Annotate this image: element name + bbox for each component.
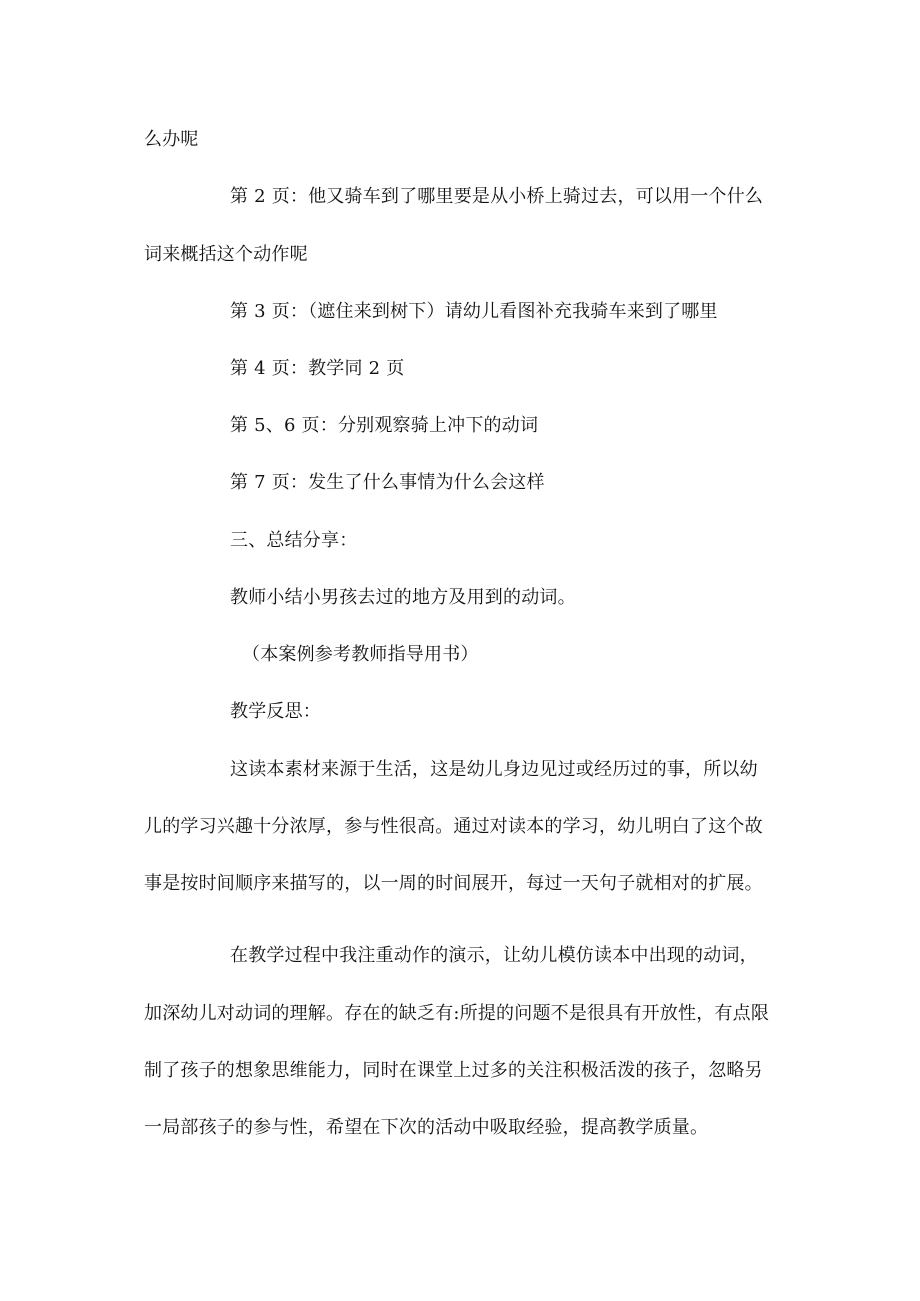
- section-heading: 三、总结分享：: [230, 530, 358, 551]
- text-line-1: 么办呢: [144, 129, 199, 150]
- text-line-17: 制了孩子的想象思维能力，同时在课堂上过多的关注积极活泼的孩子，忽略另: [144, 1060, 763, 1081]
- text-line-2: 第 2 页：他又骑车到了哪里要是从小桥上骑过去，可以用一个什么: [230, 186, 764, 207]
- text-line-9: 教师小结小男孩去过的地方及用到的动词。: [230, 587, 576, 608]
- text-line-14: 事是按时间顺序来描写的，以一周的时间展开，每过一天句子就相对的扩展。: [144, 873, 763, 894]
- text-line-3: 词来概括这个动作呢: [144, 244, 308, 265]
- text-line-12: 这读本素材来源于生活，这是幼儿身边见过或经历过的事，所以幼: [230, 759, 758, 780]
- text-line-13: 儿的学习兴趣十分浓厚，参与性很高。通过对读本的学习，幼儿明白了这个故: [144, 816, 763, 837]
- text-line-16: 加深幼儿对动词的理解。存在的缺乏有:所提的问题不是很具有开放性，有点限: [144, 1003, 770, 1024]
- text-line-6: 第 5、6 页：分别观察骑上冲下的动词: [230, 415, 539, 436]
- text-line-7: 第 7 页：发生了什么事情为什么会这样: [230, 472, 545, 493]
- text-line-18: 一局部孩子的参与性，希望在下次的活动中吸取经验，提高教学质量。: [144, 1117, 709, 1138]
- reflection-heading: 教学反思：: [230, 701, 321, 722]
- text-line-4: 第 3 页：（遮住来到树下）请幼儿看图补充我骑车来到了哪里: [230, 301, 718, 322]
- text-line-15: 在教学过程中我注重动作的演示，让幼儿模仿读本中出现的动词，: [230, 945, 758, 966]
- reference-note: （本案例参考教师指导用书）: [242, 644, 479, 665]
- text-line-5: 第 4 页：教学同 2 页: [230, 358, 405, 379]
